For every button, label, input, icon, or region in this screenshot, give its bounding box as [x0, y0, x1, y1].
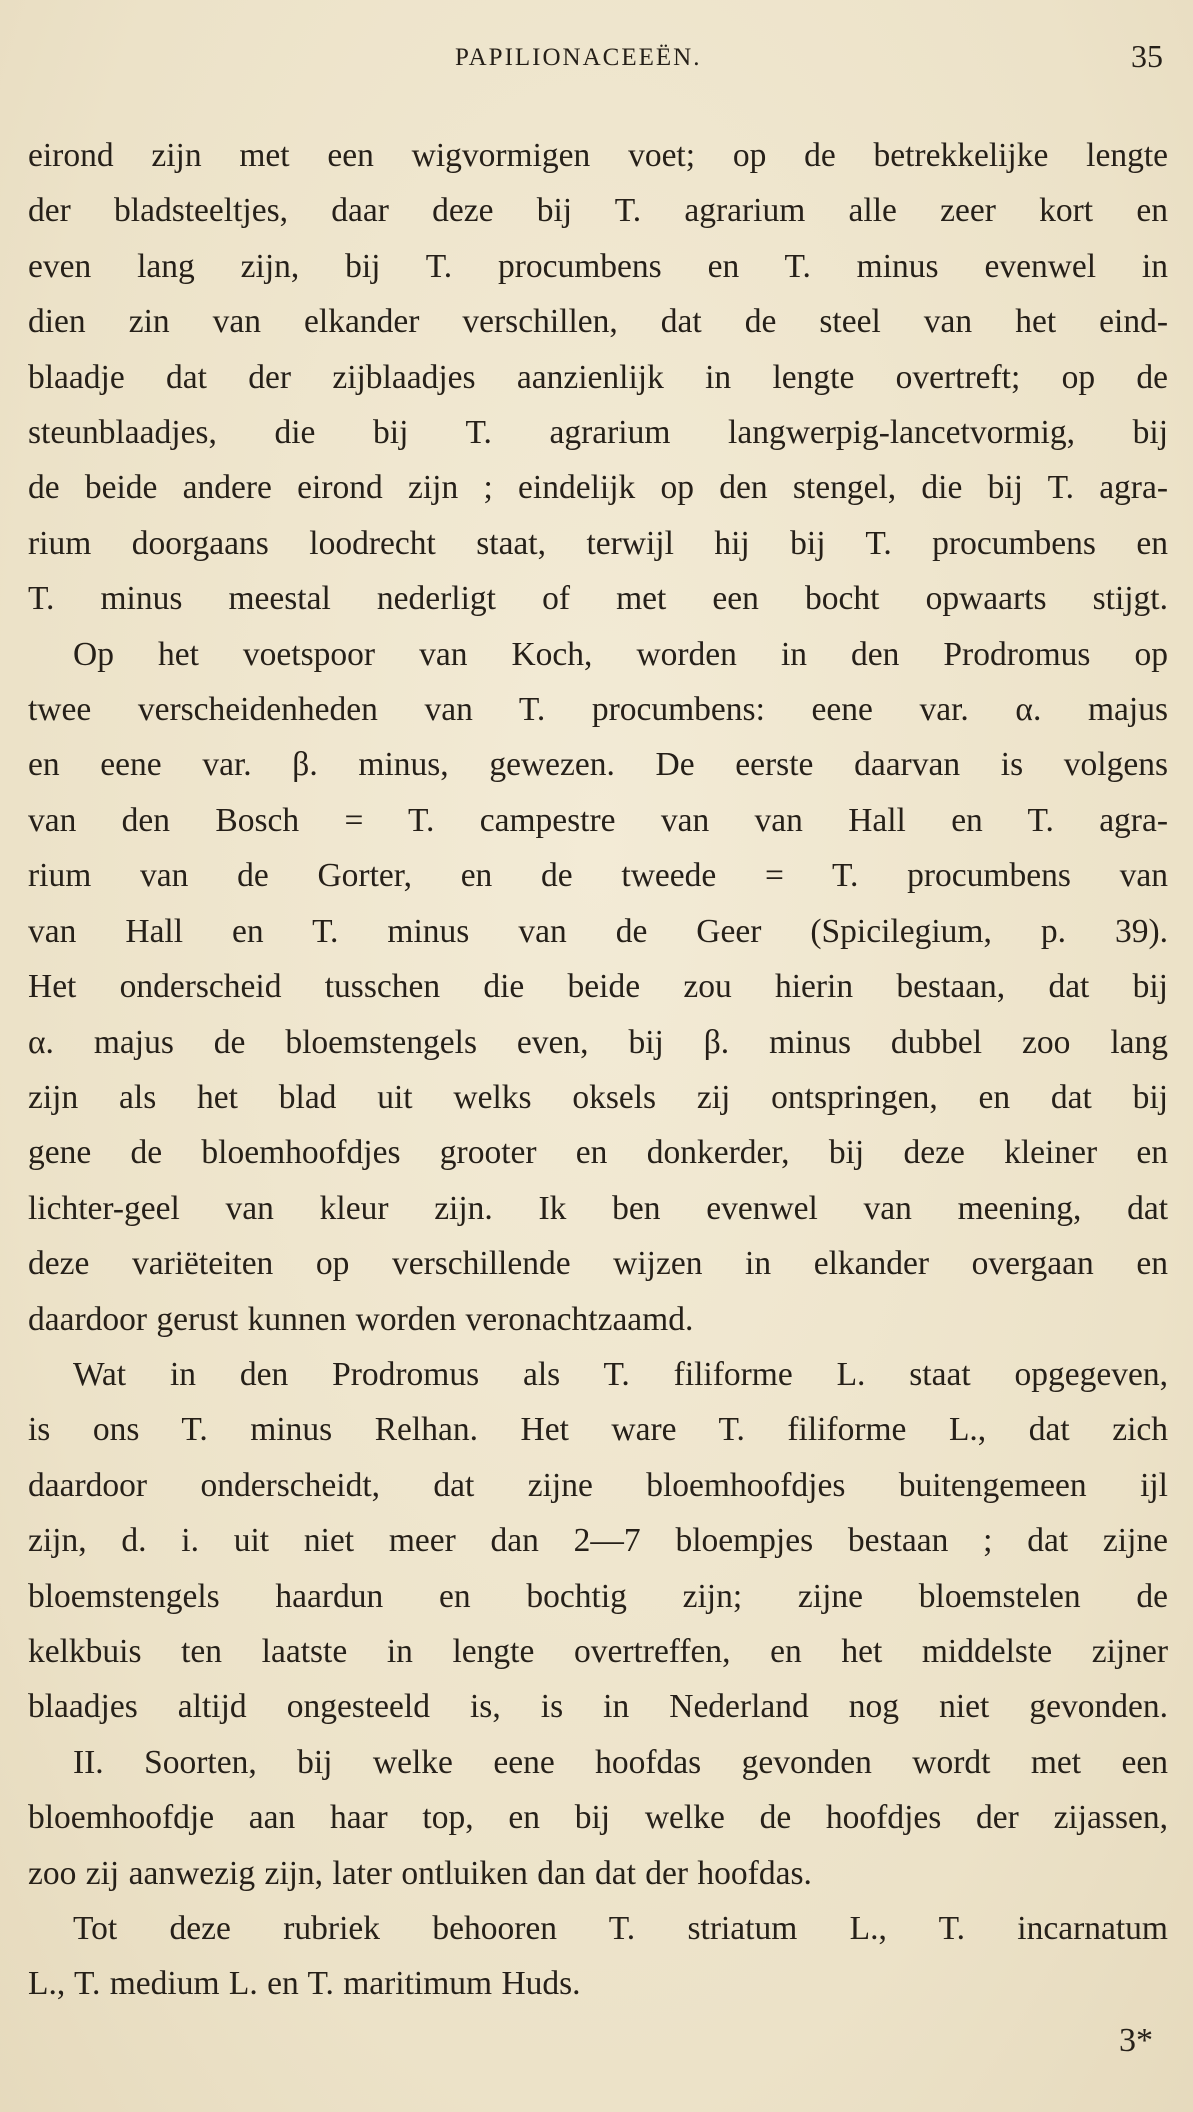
text-line: daardoor gerust kunnen worden veronachtzaamd.	[28, 1300, 694, 1338]
text-line: II. Soorten, bij welke eene hoofdas gevonden wordt met een	[73, 1743, 1168, 1781]
signature-mark: 3*	[1119, 2022, 1153, 2059]
text-line: daardoor onderscheidt, dat zijne bloemhoofdjes buitengemeen ijl	[28, 1466, 1168, 1504]
text-line: T. minus meestal nederligt of met een bocht opwaarts stijgt.	[28, 580, 1168, 618]
body-text	[28, 128, 1168, 2012]
text-line: Op het voetspoor van Koch, worden in den Prodromus op	[73, 635, 1168, 673]
text-line: blaadje dat der zijblaadjes aanzienlijk in lengte overtreft; op de	[28, 358, 1168, 396]
text-line: steunblaadjes, die bij T. agrarium langwerpig-lancetvormig, bij	[28, 414, 1168, 452]
text-line: deze variëteiten op verschillende wijzen in elkander overgaan en	[28, 1245, 1168, 1283]
text-line: der bladsteeltjes, daar deze bij T. agrarium alle zeer kort en	[28, 192, 1168, 230]
paragraph-3	[28, 1347, 1168, 1735]
text-line: van den Bosch = T. campestre van van Hall en T. agra-	[28, 801, 1168, 839]
running-title: PAPILIONACEEËN.	[455, 44, 702, 71]
paragraph-5	[28, 1901, 1168, 2012]
text-line: Wat in den Prodromus als T. filiforme L. staat opgegeven,	[73, 1355, 1168, 1393]
paragraph-2	[28, 627, 1168, 1347]
text-line: de beide andere eirond zijn ; eindelijk op den stengel, die bij T. agra-	[28, 469, 1168, 507]
page-number: 35	[1131, 38, 1163, 74]
text-line: zijn, d. i. uit niet meer dan 2—7 bloempjes bestaan ; dat zijne	[28, 1522, 1168, 1560]
text-line: is ons T. minus Relhan. Het ware T. filiforme L., dat zich	[28, 1411, 1168, 1449]
text-line: zoo zij aanwezig zijn, later ontluiken dan dat der hoofdas.	[28, 1854, 812, 1892]
text-line: even lang zijn, bij T. procumbens en T. minus evenwel in	[28, 247, 1168, 285]
text-line: twee verscheidenheden van T. procumbens: eene var. α. majus	[28, 691, 1168, 729]
text-line: en eene var. β. minus, gewezen. De eerste daarvan is volgens	[28, 746, 1168, 784]
text-line: Het onderscheid tusschen die beide zou hierin bestaan, dat bij	[28, 968, 1168, 1006]
text-line: dien zin van elkander verschillen, dat de steel van het eind-	[28, 303, 1168, 341]
page-header	[0, 36, 1193, 86]
text-line: van Hall en T. minus van de Geer (Spicilegium, p. 39).	[28, 912, 1168, 950]
text-line: zijn als het blad uit welks oksels zij ontspringen, en dat bij	[28, 1078, 1168, 1116]
text-line: α. majus de bloemstengels even, bij β. minus dubbel zoo lang	[28, 1023, 1168, 1061]
text-line: rium doorgaans loodrecht staat, terwijl hij bij T. procumbens en	[28, 524, 1168, 562]
text-line: bloemstengels haardun en bochtig zijn; zijne bloemstelen de	[28, 1577, 1168, 1615]
text-line: bloemhoofdje aan haar top, en bij welke de hoofdjes der zijassen,	[28, 1799, 1168, 1837]
paragraph-4	[28, 1735, 1168, 1901]
text-line: gene de bloemhoofdjes grooter en donkerder, bij deze kleiner en	[28, 1134, 1168, 1172]
text-line: Tot deze rubriek behooren T. striatum L., T. incarnatum	[73, 1910, 1168, 1947]
paragraph-1	[28, 128, 1168, 627]
text-line: lichter-geel van kleur zijn. Ik ben evenwel van meening, dat	[28, 1189, 1168, 1227]
text-line: blaadjes altijd ongesteeld is, is in Nederland nog niet gevonden.	[28, 1688, 1168, 1726]
text-line: kelkbuis ten laatste in lengte overtreffen, en het middelste zijner	[28, 1632, 1168, 1670]
text-line: L., T. medium L. en T. maritimum Huds.	[28, 1965, 581, 2003]
text-line: eirond zijn met een wigvormigen voet; op de betrekkelijke lengte	[28, 137, 1168, 174]
text-line: rium van de Gorter, en de tweede = T. procumbens van	[28, 857, 1168, 895]
